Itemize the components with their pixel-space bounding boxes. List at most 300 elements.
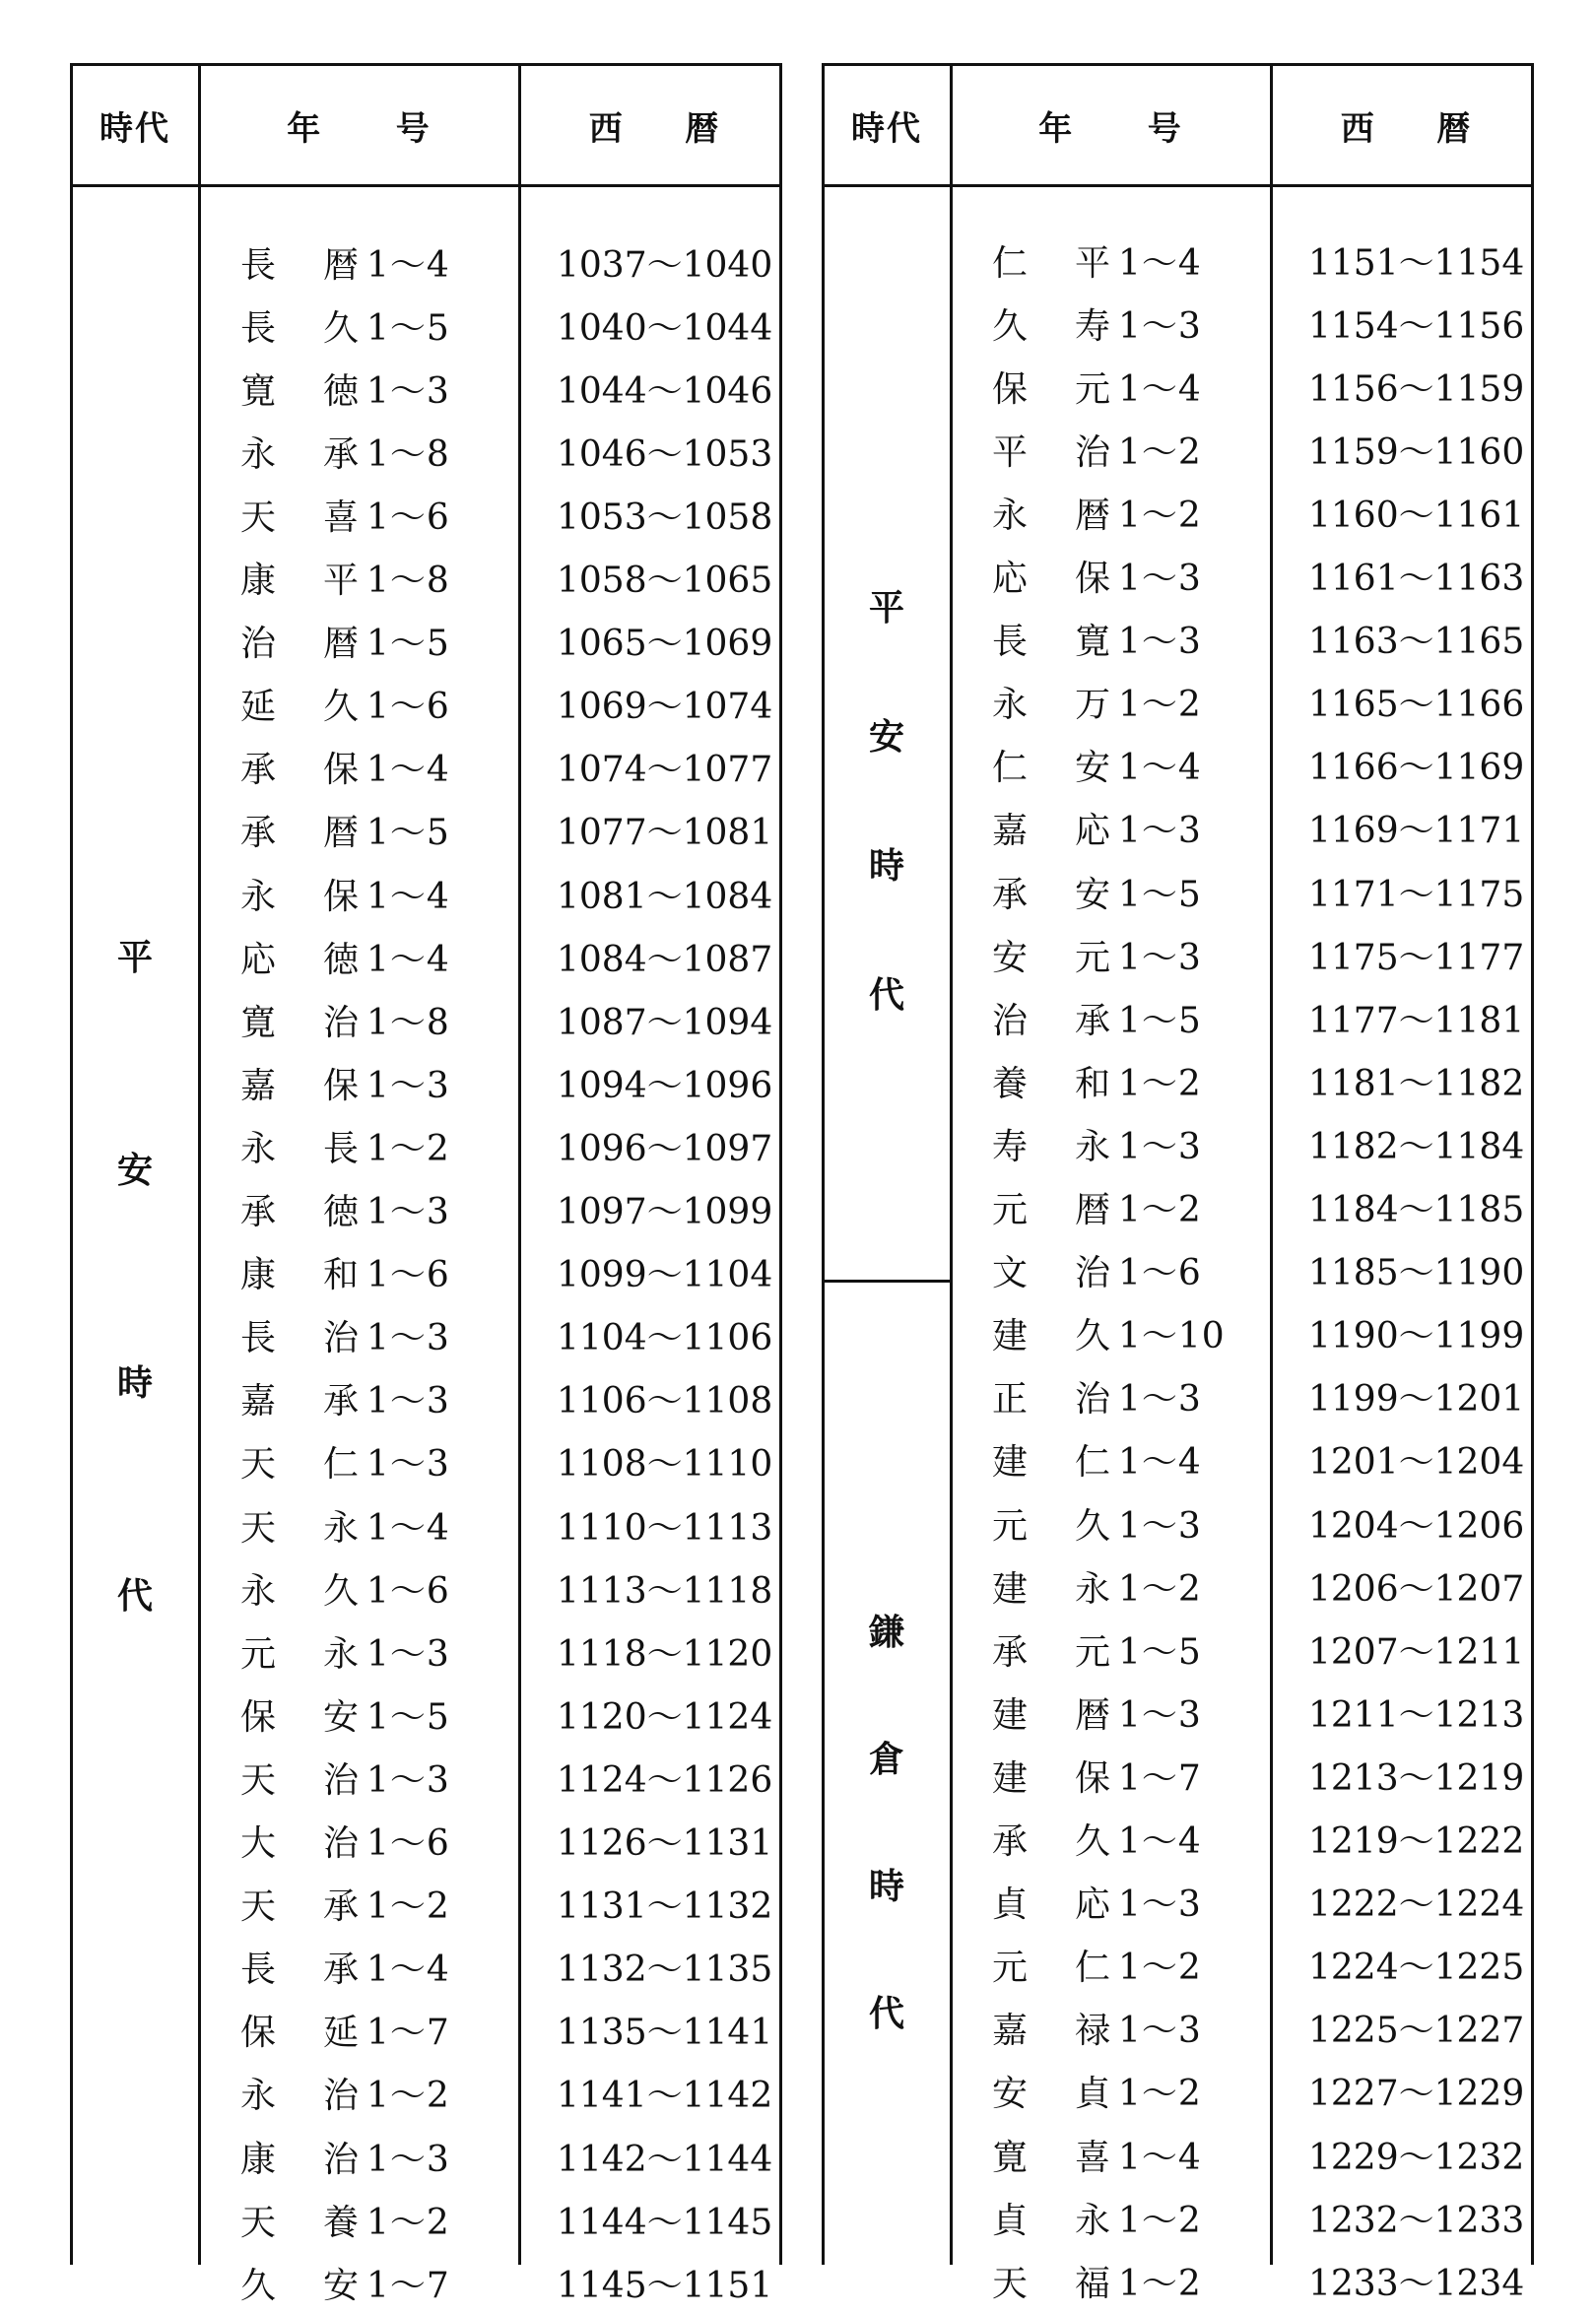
nengo-year-range: 1～2	[1118, 1568, 1202, 1610]
nengo-cell	[240, 553, 450, 603]
nengo-char-1: 貞	[992, 2200, 1029, 2241]
seireki-cell: 1037～1040	[557, 244, 773, 286]
table-row	[71, 1873, 780, 1936]
seireki-cell: 1222～1224	[1308, 1884, 1525, 1926]
seireki-column-header	[519, 66, 780, 184]
nengo-cell	[240, 2005, 450, 2055]
table-row	[823, 1112, 1532, 1175]
nengo-year-range: 1～3	[1118, 1379, 1202, 1421]
nengo-char-1: 安	[992, 2074, 1029, 2115]
nengo-char-1: 永	[240, 2076, 277, 2117]
nengo-char-1: 永	[992, 495, 1029, 536]
nengo-year-range: 1～3	[1118, 1694, 1202, 1736]
table-row	[823, 860, 1532, 923]
nengo-year-range: 1～3	[366, 370, 450, 412]
seireki-cell: 1163～1165	[1308, 622, 1525, 663]
table-row	[71, 1620, 780, 1683]
era-label-char: 倉	[868, 1740, 904, 1780]
nengo-char-1: 建	[992, 1694, 1029, 1736]
table-row	[823, 1176, 1532, 1239]
table-row	[71, 2062, 780, 2125]
nengo-cell	[992, 1182, 1202, 1232]
nengo-cell	[992, 1308, 1226, 1358]
table-row	[823, 2123, 1532, 2186]
nengo-year-range: 1～4	[1118, 748, 1202, 789]
nengo-year-range: 1～4	[366, 939, 450, 980]
nengo-char-2: 治	[323, 2139, 360, 2180]
seireki-cell: 1094～1096	[557, 1065, 773, 1106]
nengo-char-2: 平	[1075, 242, 1111, 284]
nengo-char-1: 保	[240, 1696, 277, 1738]
seireki-cell: 1141～1142	[557, 2076, 773, 2117]
seireki-cell: 1087～1094	[557, 1002, 773, 1043]
nengo-cell	[240, 869, 450, 919]
nengo-cell	[240, 742, 450, 792]
nengo-char-2: 安	[323, 1696, 360, 1738]
seireki-cell: 1232～1233	[1308, 2200, 1525, 2241]
nengo-cell	[992, 740, 1202, 790]
nengo-char-2: 治	[323, 2076, 360, 2117]
table-row	[823, 545, 1532, 608]
nengo-year-range: 1～2	[1118, 495, 1202, 536]
era-label-char: 平	[116, 938, 153, 978]
nengo-char-1: 承	[240, 813, 277, 854]
nengo-char-2: 治	[1075, 1253, 1111, 1294]
nengo-char-2: 保	[1075, 1757, 1111, 1799]
nengo-char-2: 暦	[323, 624, 360, 665]
table-row	[823, 2060, 1532, 2123]
table-row	[823, 1744, 1532, 1807]
nengo-char-2: 久	[1075, 1821, 1111, 1862]
seireki-cell: 1099～1104	[557, 1255, 773, 1296]
nengo-char-2: 治	[323, 1823, 360, 1864]
nengo-year-range: 1～4	[1118, 2137, 1202, 2178]
nengo-cell	[240, 1121, 450, 1171]
seireki-cell: 1161～1163	[1308, 559, 1525, 599]
seireki-cell: 1065～1069	[557, 624, 773, 665]
nengo-char-2: 元	[1075, 937, 1111, 978]
nengo-cell	[992, 930, 1202, 980]
nengo-char-1: 寿	[992, 1126, 1029, 1167]
era-label-char: 時	[868, 846, 904, 887]
nengo-year-range: 1～7	[366, 2013, 450, 2054]
nengo-char-1: 嘉	[240, 1381, 277, 1422]
seireki-cell: 1182～1184	[1308, 1126, 1525, 1167]
nengo-header-char: 号	[1147, 108, 1183, 149]
nengo-char-1: 仁	[992, 242, 1029, 284]
nengo-cell	[992, 488, 1202, 538]
table-row	[71, 420, 780, 483]
table-row	[71, 483, 780, 546]
nengo-year-range: 1～5	[366, 1696, 450, 1738]
table-row	[823, 481, 1532, 544]
nengo-char-1: 天	[240, 1886, 277, 1928]
nengo-cell	[992, 677, 1202, 727]
nengo-year-range: 1～5	[1118, 1000, 1202, 1041]
seireki-cell: 1074～1077	[557, 750, 773, 791]
seireki-cell: 1097～1099	[557, 1192, 773, 1232]
nengo-char-1: 康	[240, 561, 277, 601]
nengo-cell	[992, 1245, 1202, 1295]
nengo-cell	[240, 1373, 450, 1423]
nengo-year-range: 1～2	[1118, 2263, 1202, 2304]
nengo-char-2: 貞	[1075, 2074, 1111, 2115]
nengo-char-1: 正	[992, 1379, 1029, 1421]
nengo-cell	[240, 1310, 450, 1360]
seireki-cell: 1154～1156	[1308, 305, 1525, 347]
seireki-cell: 1219～1222	[1308, 1821, 1525, 1862]
left-era-table	[71, 63, 780, 2306]
nengo-char-2: 徳	[323, 939, 360, 980]
nengo-year-range: 1～4	[366, 1950, 450, 1991]
right-era-table	[823, 63, 1532, 2304]
nengo-char-2: 万	[1075, 685, 1111, 726]
nengo-cell	[240, 2132, 450, 2182]
seireki-cell: 1199～1201	[1308, 1379, 1525, 1421]
nengo-char-2: 応	[1075, 1884, 1111, 1926]
table-row	[823, 1365, 1532, 1428]
seireki-cell: 1151～1154	[1308, 242, 1525, 284]
seireki-cell: 1207～1211	[1308, 1631, 1525, 1673]
nengo-year-range: 1～3	[1118, 305, 1202, 347]
table-header	[71, 63, 780, 187]
nengo-char-2: 永	[323, 1633, 360, 1675]
nengo-char-2: 治	[323, 1318, 360, 1359]
table-row	[71, 2188, 780, 2251]
nengo-char-1: 長	[992, 622, 1029, 663]
nengo-year-range: 1～3	[366, 1381, 450, 1422]
seireki-cell: 1159～1160	[1308, 431, 1525, 473]
table-row	[71, 1810, 780, 1873]
nengo-cell	[240, 237, 450, 288]
table-row	[71, 1114, 780, 1177]
nengo-char-1: 元	[240, 1633, 277, 1675]
seireki-cell: 1177～1181	[1308, 1000, 1525, 1041]
seireki-cell: 1132～1135	[557, 1950, 773, 1991]
seireki-cell: 1185～1190	[1308, 1253, 1525, 1294]
seireki-header-char: 西	[1340, 108, 1376, 149]
nengo-cell	[992, 1119, 1202, 1169]
nengo-char-2: 平	[323, 561, 360, 601]
nengo-char-1: 嘉	[992, 811, 1029, 852]
nengo-cell	[240, 2258, 450, 2308]
nengo-char-2: 長	[323, 1128, 360, 1169]
seireki-cell: 1166～1169	[1308, 748, 1525, 789]
seireki-cell: 1046～1053	[557, 433, 773, 475]
nengo-column-header	[199, 66, 519, 184]
nengo-char-1: 元	[992, 1948, 1029, 1989]
nengo-year-range: 1～8	[366, 1002, 450, 1043]
nengo-char-1: 元	[992, 1190, 1029, 1230]
nengo-cell	[240, 1058, 450, 1108]
era-column-header: 時代	[851, 108, 922, 149]
seireki-cell: 1081～1084	[557, 876, 773, 917]
nengo-cell	[240, 1436, 450, 1487]
seireki-cell: 1171～1175	[1308, 874, 1525, 915]
nengo-char-2: 徳	[323, 1192, 360, 1232]
nengo-year-range: 1～2	[366, 2076, 450, 2117]
nengo-cell	[992, 551, 1202, 601]
nengo-cell	[240, 2195, 450, 2245]
seireki-cell: 1206～1207	[1308, 1568, 1525, 1610]
nengo-year-range: 1～7	[1118, 1757, 1202, 1799]
seireki-cell: 1156～1159	[1308, 368, 1525, 410]
table-row	[823, 1871, 1532, 1934]
nengo-char-2: 寛	[1075, 622, 1111, 663]
table-row	[823, 229, 1532, 292]
nengo-cell	[992, 867, 1202, 917]
nengo-char-2: 永	[1075, 1568, 1111, 1610]
seireki-cell: 1135～1141	[557, 2013, 773, 2054]
table-row	[71, 925, 780, 988]
nengo-char-2: 久	[323, 307, 360, 349]
nengo-year-range: 1～3	[1118, 559, 1202, 599]
nengo-header-char: 年	[1038, 108, 1075, 149]
table-row	[823, 1934, 1532, 1997]
table-row	[71, 1493, 780, 1556]
table-row	[71, 1683, 780, 1746]
nengo-cell	[240, 1247, 450, 1297]
nengo-char-1: 寛	[240, 1002, 277, 1043]
table-row	[71, 1051, 780, 1114]
nengo-year-range: 1～8	[366, 561, 450, 601]
nengo-char-2: 承	[323, 1950, 360, 1991]
nengo-cell	[992, 993, 1202, 1043]
nengo-char-1: 天	[240, 496, 277, 538]
seireki-cell: 1058～1065	[557, 561, 773, 601]
nengo-year-range: 1～3	[366, 2139, 450, 2180]
nengo-year-range: 1～3	[1118, 622, 1202, 663]
nengo-char-1: 大	[240, 1823, 277, 1864]
nengo-char-1: 安	[992, 937, 1029, 978]
nengo-char-1: 保	[992, 368, 1029, 410]
table-row	[823, 734, 1532, 797]
era-label-char: 代	[116, 1576, 153, 1617]
nengo-char-2: 治	[323, 1759, 360, 1801]
nengo-year-range: 1～5	[1118, 1631, 1202, 1673]
nengo-char-2: 喜	[323, 496, 360, 538]
nengo-year-range: 1～6	[366, 1823, 450, 1864]
seireki-cell: 1104～1106	[557, 1318, 773, 1359]
nengo-year-range: 1～3	[366, 1633, 450, 1675]
seireki-cell: 1145～1151	[557, 2265, 773, 2306]
nengo-year-range: 1～3	[366, 1444, 450, 1486]
nengo-char-1: 養	[992, 1063, 1029, 1104]
era-label-char: 鎌	[868, 1613, 904, 1653]
nengo-year-range: 1～4	[1118, 1821, 1202, 1862]
nengo-char-2: 元	[1075, 1631, 1111, 1673]
table-row	[71, 357, 780, 420]
nengo-char-1: 永	[240, 1128, 277, 1169]
nengo-year-range: 1～6	[1118, 1253, 1202, 1294]
nengo-char-1: 建	[992, 1757, 1029, 1799]
nengo-char-2: 治	[323, 1002, 360, 1043]
seireki-cell: 1229～1232	[1308, 2137, 1525, 2178]
seireki-cell: 1224～1225	[1308, 1948, 1525, 1989]
nengo-char-1: 承	[992, 1631, 1029, 1673]
nengo-char-1: 文	[992, 1253, 1029, 1294]
nengo-char-1: 長	[240, 1318, 277, 1359]
seireki-cell: 1126～1131	[557, 1823, 773, 1864]
table-row	[823, 1049, 1532, 1112]
seireki-cell: 1040～1044	[557, 307, 773, 349]
nengo-cell	[240, 490, 450, 540]
nengo-column-header	[951, 66, 1271, 184]
nengo-char-2: 保	[323, 876, 360, 917]
nengo-cell	[992, 1434, 1202, 1485]
nengo-year-range: 1～2	[1118, 2074, 1202, 2115]
era-label-char: 安	[868, 717, 904, 758]
nengo-cell	[240, 2068, 450, 2118]
nengo-char-1: 承	[240, 750, 277, 791]
nengo-cell	[240, 1626, 450, 1677]
nengo-char-1: 保	[240, 2013, 277, 2054]
nengo-char-1: 久	[240, 2265, 277, 2306]
seireki-cell: 1144～1145	[557, 2202, 773, 2243]
nengo-char-1: 嘉	[240, 1065, 277, 1106]
nengo-year-range: 1～4	[1118, 1442, 1202, 1484]
nengo-char-1: 建	[992, 1568, 1029, 1610]
nengo-cell	[992, 235, 1202, 286]
nengo-char-2: 喜	[1075, 2137, 1111, 2178]
table-row	[823, 1491, 1532, 1554]
nengo-char-1: 永	[240, 876, 277, 917]
nengo-year-range: 1～6	[366, 687, 450, 728]
nengo-char-2: 暦	[1075, 1694, 1111, 1736]
nengo-year-range: 1～3	[1118, 811, 1202, 852]
nengo-cell	[240, 1563, 450, 1614]
table-row	[823, 1681, 1532, 1744]
seireki-cell: 1044～1046	[557, 370, 773, 412]
era-label-char: 代	[868, 975, 904, 1016]
table-row	[71, 2125, 780, 2188]
table-row	[823, 355, 1532, 418]
nengo-char-2: 保	[1075, 559, 1111, 599]
nengo-cell	[240, 300, 450, 351]
nengo-char-2: 承	[1075, 1000, 1111, 1041]
nengo-cell	[992, 1940, 1202, 1990]
era-label-char: 代	[868, 1994, 904, 2034]
nengo-header-char: 年	[287, 108, 323, 149]
nengo-year-range: 1～3	[1118, 2011, 1202, 2052]
nengo-cell	[992, 425, 1202, 475]
table-row	[823, 986, 1532, 1049]
table-row	[71, 294, 780, 357]
nengo-char-2: 福	[1075, 2263, 1111, 2304]
nengo-year-range: 1～4	[1118, 242, 1202, 284]
nengo-char-1: 康	[240, 1255, 277, 1296]
nengo-cell	[240, 1689, 450, 1740]
nengo-char-2: 保	[323, 750, 360, 791]
nengo-year-range: 1～6	[366, 496, 450, 538]
nengo-char-2: 暦	[1075, 495, 1111, 536]
nengo-year-range: 1～3	[366, 1318, 450, 1359]
nengo-char-1: 永	[240, 433, 277, 475]
table-row	[71, 610, 780, 673]
seireki-cell: 1118～1120	[557, 1633, 773, 1675]
table-row	[823, 2186, 1532, 2249]
seireki-cell: 1165～1166	[1308, 685, 1525, 726]
era-column-header: 時代	[100, 108, 170, 149]
table-row	[823, 923, 1532, 986]
nengo-char-1: 承	[240, 1192, 277, 1232]
nengo-char-2: 仁	[323, 1444, 360, 1486]
seireki-cell: 1227～1229	[1308, 2074, 1525, 2115]
nengo-cell	[992, 2066, 1202, 2116]
seireki-cell: 1110～1113	[557, 1507, 773, 1549]
nengo-char-2: 久	[323, 1570, 360, 1612]
nengo-cell	[992, 2130, 1202, 2180]
table-header	[823, 63, 1532, 187]
seireki-cell: 1077～1081	[557, 813, 773, 854]
nengo-year-range: 1～2	[1118, 431, 1202, 473]
nengo-char-1: 長	[240, 244, 277, 286]
nengo-cell	[992, 298, 1202, 349]
nengo-cell	[240, 427, 450, 477]
nengo-cell	[992, 803, 1202, 853]
table-row	[823, 1302, 1532, 1365]
table-row	[71, 1746, 780, 1809]
nengo-char-2: 永	[1075, 2200, 1111, 2241]
table-row	[71, 1241, 780, 1304]
nengo-year-range: 1～3	[1118, 1884, 1202, 1926]
table-row	[823, 1618, 1532, 1681]
nengo-year-range: 1～2	[1118, 1063, 1202, 1104]
seireki-cell: 1142～1144	[557, 2139, 773, 2180]
nengo-char-1: 治	[240, 624, 277, 665]
nengo-char-2: 暦	[323, 813, 360, 854]
nengo-char-1: 嘉	[992, 2011, 1029, 2052]
nengo-cell	[992, 1814, 1202, 1864]
table-row	[823, 1554, 1532, 1618]
nengo-char-1: 永	[992, 685, 1029, 726]
nengo-char-2: 治	[1075, 1379, 1111, 1421]
nengo-char-2: 和	[323, 1255, 360, 1296]
era-label-char: 時	[116, 1363, 153, 1404]
nengo-header-char: 号	[395, 108, 432, 149]
seireki-cell: 1211～1213	[1308, 1694, 1525, 1736]
nengo-cell	[992, 2003, 1202, 2053]
nengo-char-1: 久	[992, 305, 1029, 347]
nengo-char-1: 建	[992, 1442, 1029, 1484]
seireki-cell: 1069～1074	[557, 687, 773, 728]
nengo-year-range: 1～3	[1118, 937, 1202, 978]
table-row	[823, 1808, 1532, 1871]
nengo-char-1: 天	[240, 1759, 277, 1801]
seireki-cell: 1169～1171	[1308, 811, 1525, 852]
table-row	[71, 1999, 780, 2062]
seireki-cell: 1106～1108	[557, 1381, 773, 1422]
nengo-year-range: 1～4	[366, 750, 450, 791]
seireki-cell: 1096～1097	[557, 1128, 773, 1169]
table-row	[71, 673, 780, 736]
nengo-cell	[240, 364, 450, 414]
nengo-char-1: 延	[240, 687, 277, 728]
nengo-year-range: 1～3	[366, 1065, 450, 1106]
table-row	[823, 1428, 1532, 1491]
nengo-char-1: 応	[992, 559, 1029, 599]
table-row	[71, 799, 780, 862]
nengo-char-2: 保	[323, 1065, 360, 1106]
table-row	[71, 862, 780, 925]
nengo-year-range: 1～5	[1118, 874, 1202, 915]
nengo-year-range: 1～3	[1118, 1505, 1202, 1547]
nengo-char-2: 仁	[1075, 1948, 1111, 1989]
seireki-cell: 1120～1124	[557, 1696, 773, 1738]
nengo-char-1: 天	[240, 1444, 277, 1486]
nengo-cell	[992, 2193, 1202, 2243]
table-row	[71, 736, 780, 799]
